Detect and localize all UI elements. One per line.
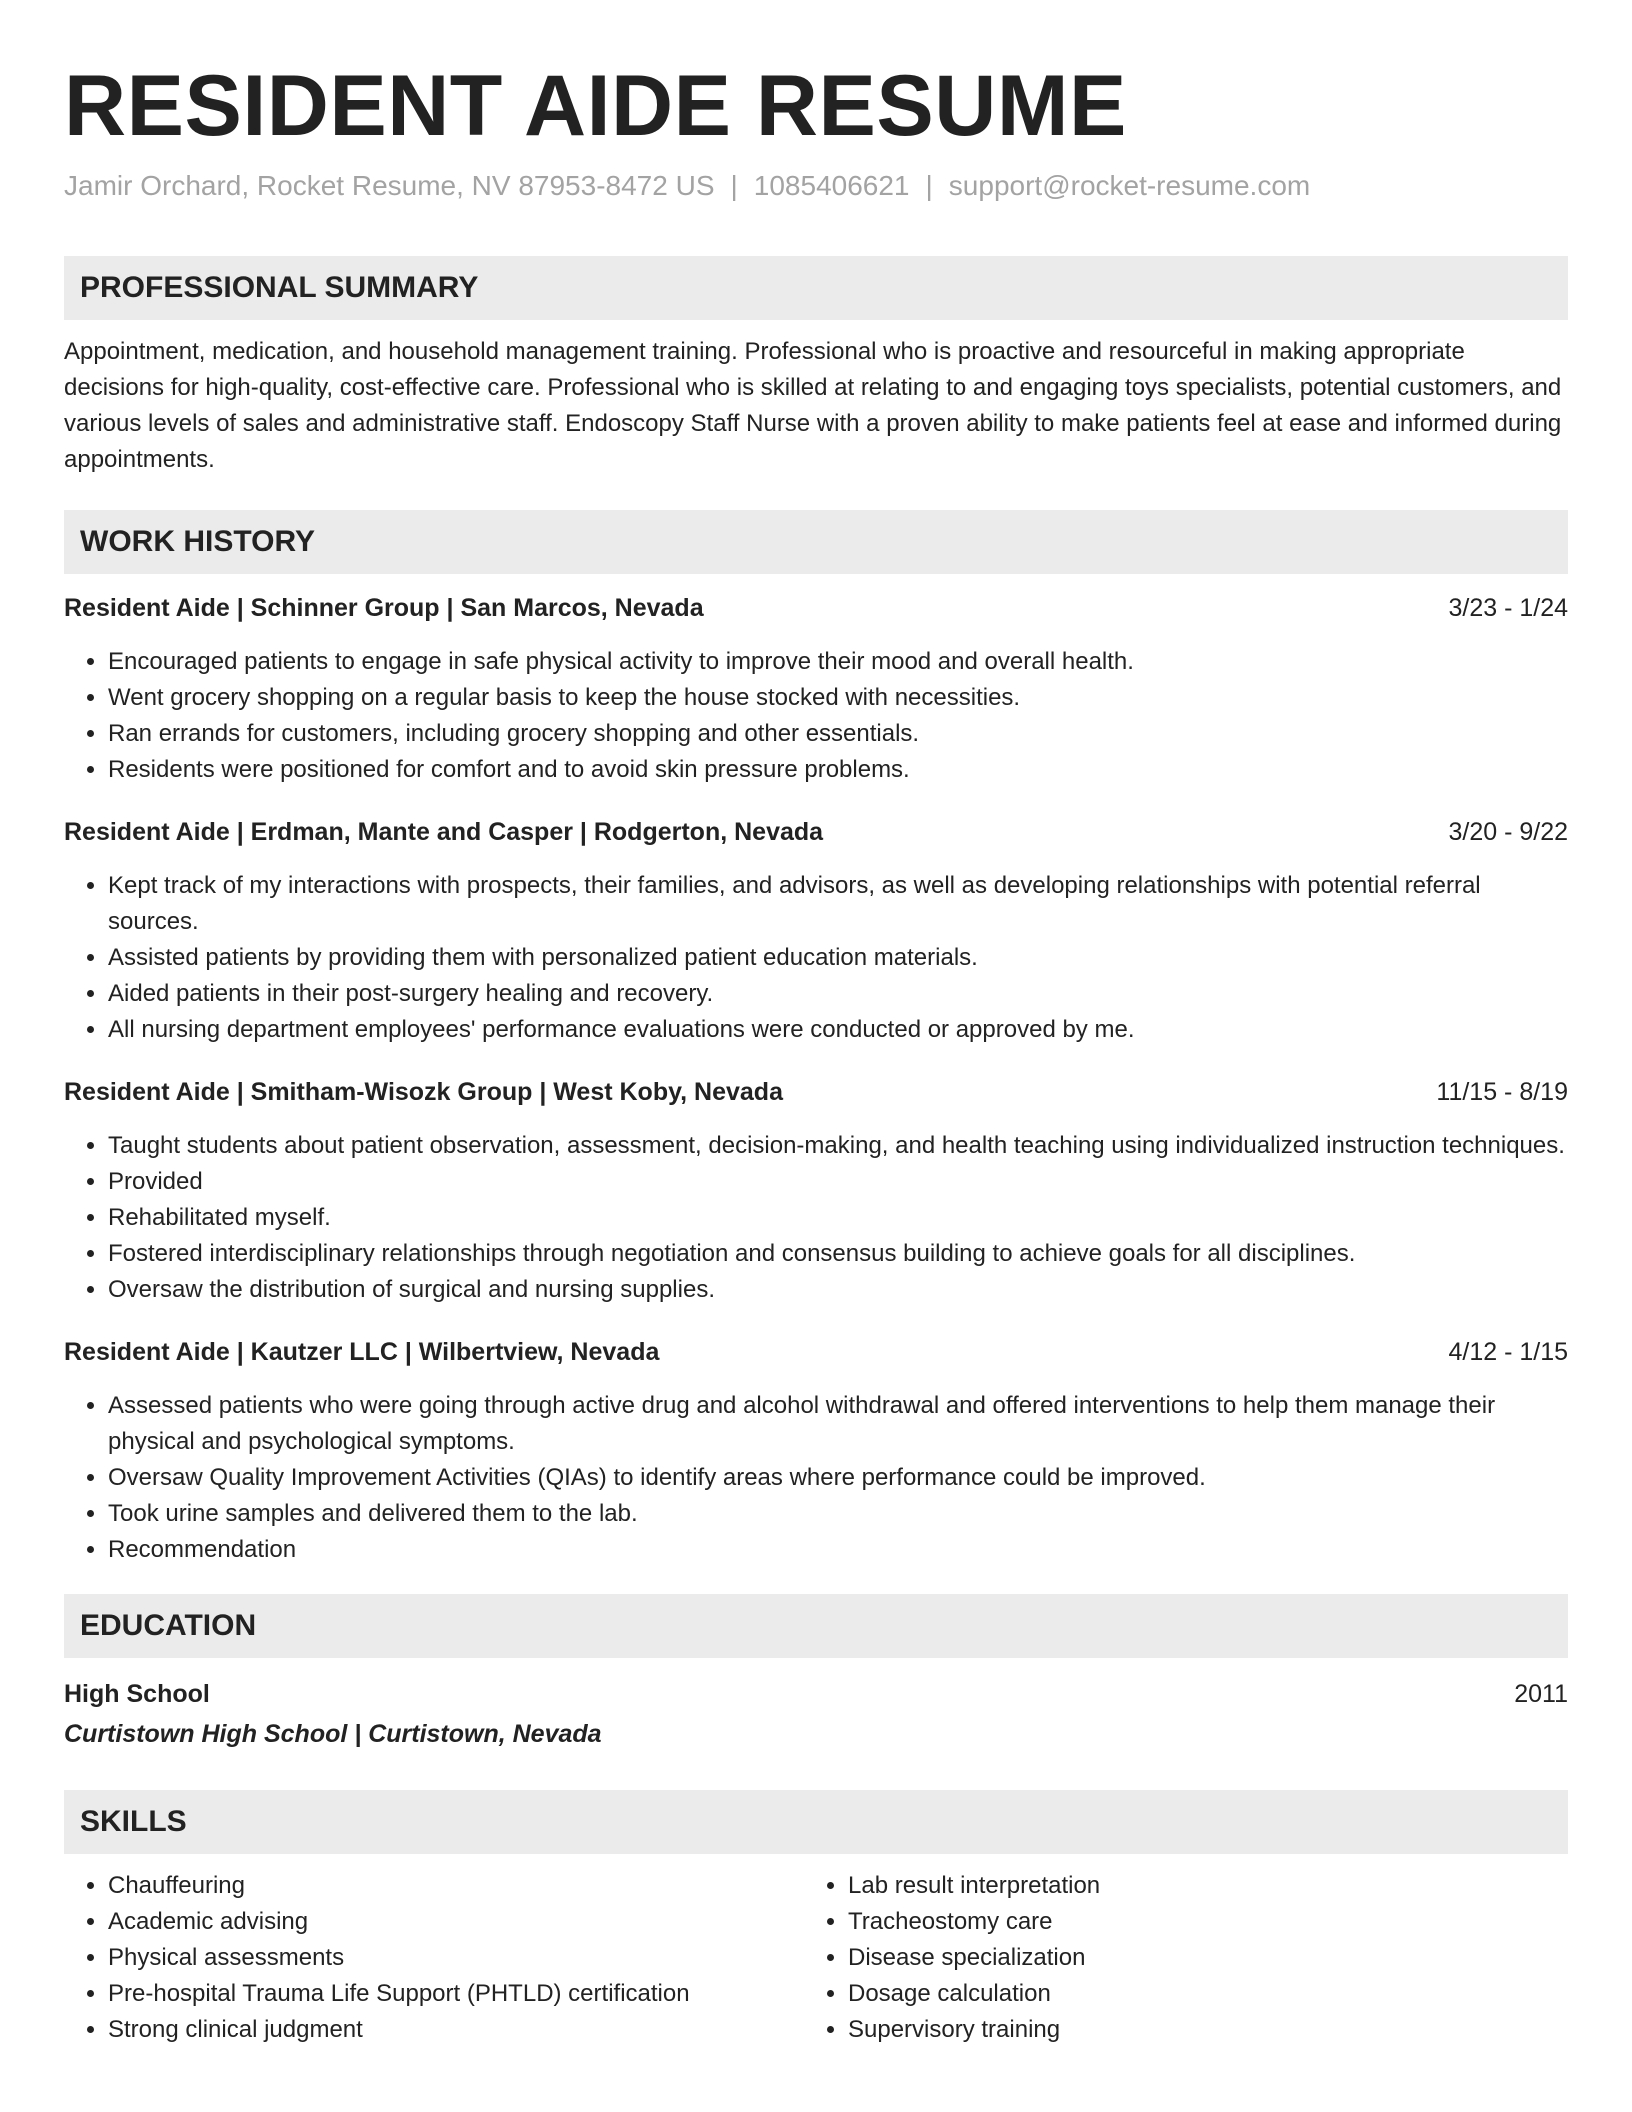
skill-item: • Chauffeuring [108, 1868, 804, 1904]
skill-item: • Supervisory training [848, 2012, 1568, 2048]
skill-item: • Physical assessments [108, 1940, 804, 1976]
contact-phone: 1085406621 [753, 170, 910, 201]
job-dates: 11/15 - 8/19 [1436, 1078, 1568, 1106]
job-bullets [64, 868, 1568, 1048]
skills-heading: SKILLS [64, 1790, 1568, 1854]
job-header [64, 1334, 1568, 1370]
skills-column-right [804, 1868, 1568, 2048]
skills-column-left [64, 1868, 804, 2048]
contact-separator: | [730, 170, 738, 201]
job-bullet: • Kept track of my interactions with prospects, their families, and advisors, as well as developing relationships with potential referral sources. [108, 868, 1568, 940]
job-bullets [64, 644, 1568, 788]
job-bullet: • Recommendation [108, 1532, 1568, 1568]
job-entry [64, 814, 1568, 1048]
job-bullet: • Assessed patients who were going through active drug and alcohol withdrawal and offered interventions to help them manage their physical and psychological symptoms. [108, 1388, 1568, 1460]
work-history-section [64, 510, 1568, 1568]
job-dates: 3/23 - 1/24 [1448, 594, 1568, 622]
job-bullet: • Assisted patients by providing them with personalized patient education materials. [108, 940, 1568, 976]
contact-address: Jamir Orchard, Rocket Resume, NV 87953-8472 US [64, 170, 715, 201]
job-bullet: • Taught students about patient observation, assessment, decision-making, and health teaching using individualized instruction techniques. [108, 1128, 1568, 1164]
job-bullet: • Oversaw Quality Improvement Activities (QIAs) to identify areas where performance could be improved. [108, 1460, 1568, 1496]
job-title: Resident Aide | Kautzer LLC | Wilbertview, Nevada [64, 1338, 660, 1366]
job-bullet: • Rehabilitated myself. [108, 1200, 1568, 1236]
job-bullets [64, 1128, 1568, 1308]
education-school: Curtistown High School | Curtistown, Nevada [64, 1720, 602, 1748]
job-bullet: • Fostered interdisciplinary relationships through negotiation and consensus building to achieve goals for all disciplines. [108, 1236, 1568, 1272]
job-bullet: • Went grocery shopping on a regular basis to keep the house stocked with necessities. [108, 680, 1568, 716]
resume-title: RESIDENT AIDE RESUME [64, 58, 1127, 154]
job-bullet: • Residents were positioned for comfort and to avoid skin pressure problems. [108, 752, 1568, 788]
education-year: 2011 [1514, 1680, 1568, 1708]
job-dates: 3/20 - 9/22 [1448, 818, 1568, 846]
summary-section [64, 256, 1568, 478]
job-title: Resident Aide | Smitham-Wisozk Group | West Koby, Nevada [64, 1078, 783, 1106]
work-history-heading: WORK HISTORY [64, 510, 1568, 574]
job-header [64, 590, 1568, 626]
contact-email[interactable]: support@rocket-resume.com [948, 170, 1311, 201]
summary-heading: PROFESSIONAL SUMMARY [64, 256, 1568, 320]
skills-list-right [804, 1868, 1568, 2048]
skills-section [64, 1790, 1568, 2048]
job-title: Resident Aide | Schinner Group | San Marcos, Nevada [64, 594, 704, 622]
skill-item: • Academic advising [108, 1904, 804, 1940]
skill-item: • Disease specialization [848, 1940, 1568, 1976]
job-bullets [64, 1388, 1568, 1568]
skill-item: • Lab result interpretation [848, 1868, 1568, 1904]
skills-columns [64, 1868, 1568, 2048]
education-degree: High School [64, 1680, 210, 1708]
job-bullet: • Ran errands for customers, including grocery shopping and other essentials. [108, 716, 1568, 752]
job-bullet: • Took urine samples and delivered them to the lab. [108, 1496, 1568, 1532]
skill-item: • Strong clinical judgment [108, 2012, 804, 2048]
job-bullet: • Aided patients in their post-surgery healing and recovery. [108, 976, 1568, 1012]
job-bullet: • Oversaw the distribution of surgical and nursing supplies. [108, 1272, 1568, 1308]
job-bullet: • Provided [108, 1164, 1568, 1200]
job-dates: 4/12 - 1/15 [1448, 1338, 1568, 1366]
job-entry [64, 1334, 1568, 1568]
skill-item: • Tracheostomy care [848, 1904, 1568, 1940]
skill-item: • Dosage calculation [848, 1976, 1568, 2012]
job-entry [64, 1074, 1568, 1308]
contact-line [64, 168, 1568, 204]
education-section [64, 1594, 1568, 1752]
job-header [64, 1074, 1568, 1110]
job-title: Resident Aide | Erdman, Mante and Casper | Rodgerton, Nevada [64, 818, 824, 846]
summary-text: Appointment, medication, and household management training. Professional who is proactive and resourceful in making appropriate decisions for high-quality, cost-effective care. Professional who is skilled at relating to and engaging toys specialists, potential customers, and various levels of sales and administrative staff. Endoscopy Staff Nurse with a proven ability to make patients feel at ease and informed during appointments. [64, 338, 1562, 473]
job-header [64, 814, 1568, 850]
skill-item: • Pre-hospital Trauma Life Support (PHTLD) certification [108, 1976, 804, 2012]
job-entry [64, 590, 1568, 788]
education-row [64, 1676, 1568, 1712]
education-heading: EDUCATION [64, 1594, 1568, 1658]
contact-separator: | [925, 170, 933, 201]
skills-list-left [64, 1868, 804, 2048]
job-bullet: • Encouraged patients to engage in safe physical activity to improve their mood and overall health. [108, 644, 1568, 680]
job-bullet: • All nursing department employees' performance evaluations were conducted or approved by me. [108, 1012, 1568, 1048]
